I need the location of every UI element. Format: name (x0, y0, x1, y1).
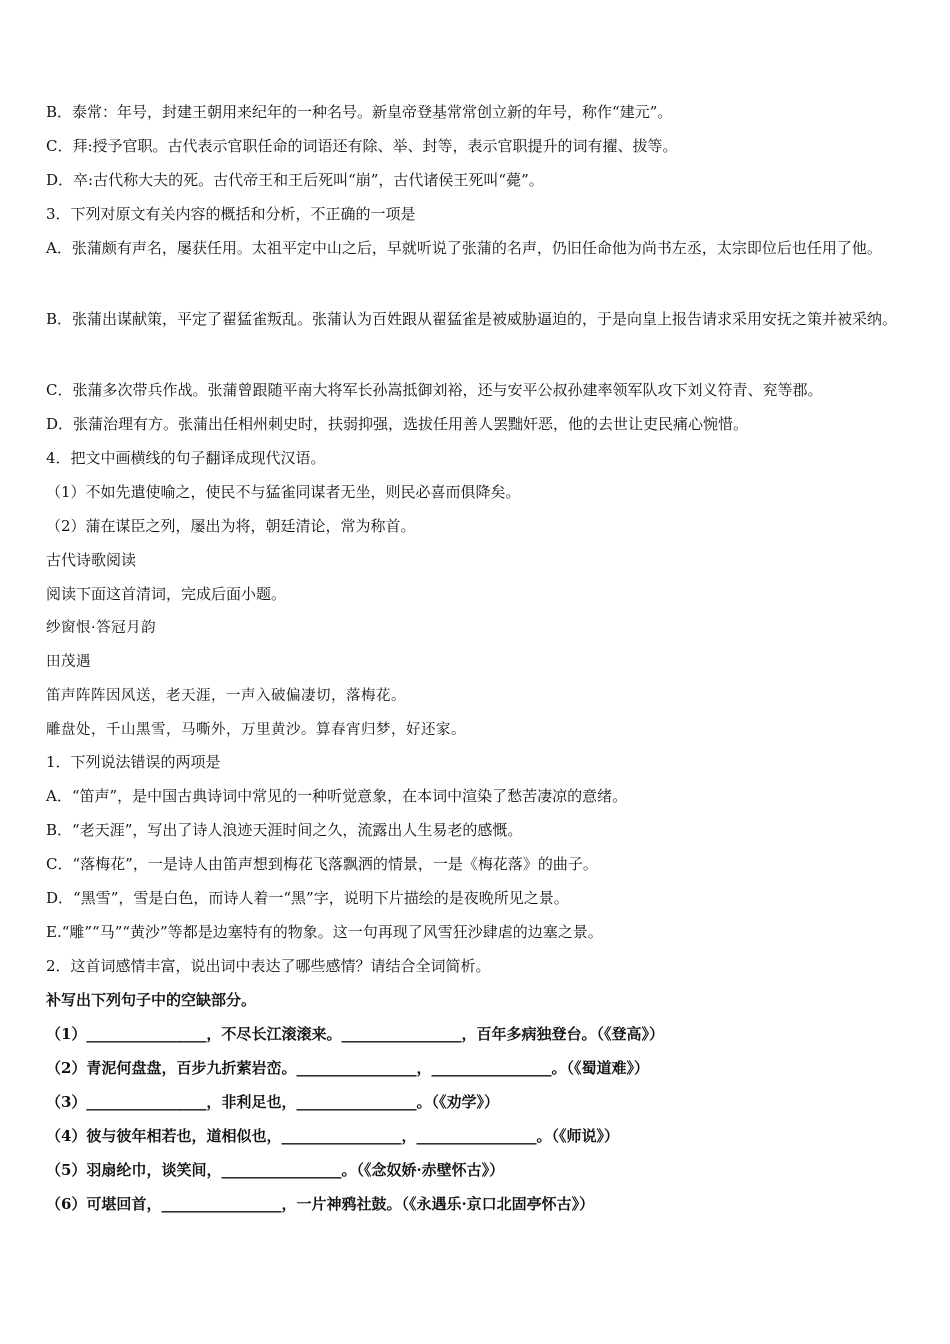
poem-q1-option-e: E.“雕”“马”“黄沙”等都是边塞特有的物象。这一句再现了风雪狂沙肆虐的边塞之景。 (46, 923, 603, 941)
poem-q2-stem: 2．这首词感情丰富，说出词中表达了哪些感情？请结合全词简析。 (46, 957, 491, 975)
poem-line-2: 雕盘处，千山黑雪，马嘶外，万里黄沙。算春宵归梦，好还家。 (46, 722, 466, 738)
poetry-instruction: 阅读下面这首清词，完成后面小题。 (46, 585, 287, 603)
poem-q1-stem: 1．下列说法错误的两项是 (46, 753, 221, 771)
q4-sentence-2: （2）蒲在谋臣之列，屡出为将，朝廷清论，常为称首。 (46, 517, 416, 535)
poem-q1-option-d: D．“黑雪”，雪是白色，而诗人着一“黑”字，说明下片描绘的是夜晚所见之景。 (46, 889, 569, 907)
fill-item-2: （2）青泥何盘盘，百步九折萦岩峦。________________，________________。（《蜀道难》） (46, 1059, 649, 1077)
poem-author: 田茂遇 (46, 654, 91, 670)
q4-sentence-1: （1）不如先遣使喻之，使民不与猛雀同谋者无坐，则民必喜而俱降矣。 (46, 483, 521, 501)
poetry-section-title: 古代诗歌阅读 (46, 551, 137, 569)
q3-option-b: B．张蒲出谋献策，平定了翟猛雀叛乱。张蒲认为百姓跟从翟猛雀是被威胁逼迫的，于是向皇上报告请求采用安抚之策并被采纳。 (46, 310, 898, 328)
fill-item-1: （1）________________，不尽长江滚滚来。________________，百年多病独登台。（《登高》） (46, 1025, 664, 1043)
fill-in-heading: 补写出下列句子中的空缺部分。 (46, 991, 257, 1009)
q3-option-c: C．张蒲多次带兵作战。张蒲曾跟随平南大将军长孙嵩抵御刘裕，还与安平公叔孙建率领军队攻下刘义符青、兖等郡。 (46, 381, 823, 399)
q2-option-b: B．泰常：年号，封建王朝用来纪年的一种名号。新皇帝登基常常创立新的年号，称作“建元”。 (46, 103, 673, 121)
fill-item-6: （6）可堪回首，________________，一片神鸦社鼓。（《永遇乐·京口北固亭怀古》） (46, 1195, 595, 1213)
q2-option-c: C．拜:授予官职。古代表示官职任命的词语还有除、举、封等，表示官职提升的词有擢、拔等。 (46, 137, 678, 155)
poem-title: 纱窗恨·答冠月韵 (46, 620, 157, 636)
poem-q1-option-b: B．“老天涯”，写出了诗人浪迹天涯时间之久，流露出人生易老的感慨。 (46, 821, 523, 839)
poem-line-1: 笛声阵阵因风送，老天涯，一声入破偏凄切，落梅花。 (46, 688, 406, 704)
q2-option-d: D．卒:古代称大夫的死。古代帝王和王后死叫“崩”，古代诸侯王死叫“薨”。 (46, 171, 544, 189)
poem-q1-option-c: C．“落梅花”，一是诗人由笛声想到梅花飞落飘洒的情景，一是《梅花落》的曲子。 (46, 855, 598, 873)
fill-item-4: （4）彼与彼年相若也，道相似也，________________，________________。（《师说》） (46, 1127, 619, 1145)
q3-stem: 3．下列对原文有关内容的概括和分析，不正确的一项是 (46, 205, 416, 223)
fill-item-3: （3）________________，非利足也，________________。（《劝学》） (46, 1093, 499, 1111)
fill-item-5: （5）羽扇纶巾，谈笑间，________________。（《念奴娇·赤壁怀古》） (46, 1161, 505, 1179)
poem-q1-option-a: A．“笛声”，是中国古典诗词中常见的一种听觉意象，在本词中渲染了愁苦凄凉的意绪。 (46, 787, 628, 805)
q3-option-a: A．张蒲颇有声名，屡获任用。太祖平定中山之后，早就听说了张蒲的名声，仍旧任命他为尚书左丞，太宗即位后也任用了他。 (46, 239, 882, 257)
q3-option-d: D．张蒲治理有方。张蒲出任相州刺史时，扶弱抑强，选拔任用善人罢黜奸恶，他的去世让吏民痛心惋惜。 (46, 415, 749, 433)
q4-stem: 4．把文中画横线的句子翻译成现代汉语。 (46, 449, 326, 467)
